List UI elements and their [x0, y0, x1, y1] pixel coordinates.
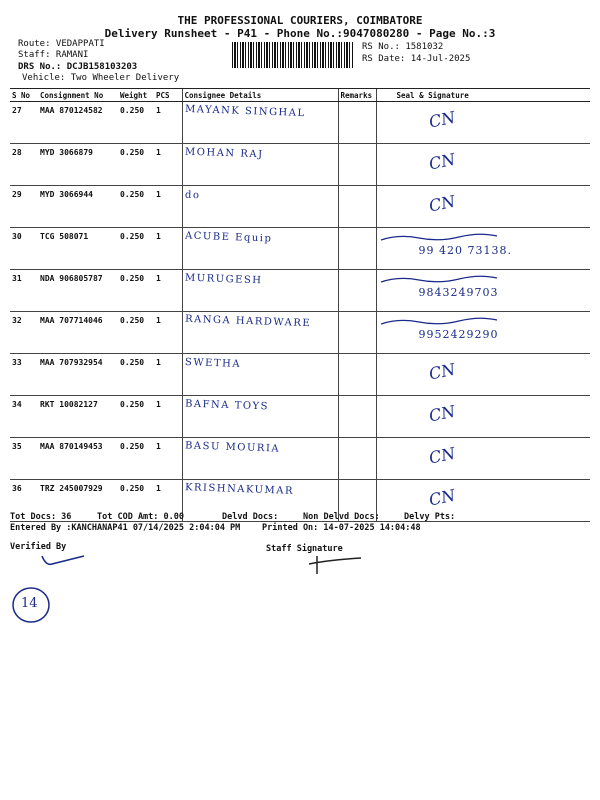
cell-sno: 32 [10, 312, 38, 354]
cell-sno: 29 [10, 186, 38, 228]
cell-consignee [182, 228, 338, 270]
col-consignee: Consignee Details [182, 89, 338, 102]
cell-consignee [182, 312, 338, 354]
staff-signature-label: Staff Signature [266, 544, 343, 554]
delivered-docs: Delvd Docs: [222, 512, 279, 522]
table-row [10, 144, 590, 186]
col-weight: Weight [118, 89, 154, 102]
receiver-signature [379, 232, 589, 244]
cn-mark: CN [426, 443, 457, 468]
cell-consignment: RKT 10082127 [38, 396, 118, 438]
cell-seal-signature [376, 186, 590, 228]
verified-by: Verified By [10, 542, 67, 552]
col-consignment: Consignment No [38, 89, 118, 102]
cell-remarks [338, 102, 376, 144]
cell-seal-signature [376, 144, 590, 186]
cell-consignee [182, 438, 338, 480]
company-name: THE PROFESSIONAL COURIERS, COIMBATORE [177, 14, 423, 27]
cell-consignment: MYD 3066879 [38, 144, 118, 186]
total-cod: Tot COD Amt: 0.00 [97, 512, 184, 522]
cell-pcs: 1 [154, 354, 182, 396]
table-row [10, 270, 590, 312]
table-header-row [10, 89, 590, 102]
drs-number: DRS No.: DCJB158103203 [18, 62, 138, 72]
cell-pcs: 1 [154, 186, 182, 228]
total-docs: Tot Docs: 36 [10, 512, 72, 522]
cell-consignee [182, 102, 338, 144]
cn-mark: CN [426, 107, 457, 132]
cn-mark: CN [426, 485, 457, 510]
cell-seal-signature [376, 312, 590, 354]
cell-consignment: TRZ 245007929 [38, 480, 118, 522]
receiver-signature [379, 274, 589, 286]
cell-sno: 36 [10, 480, 38, 522]
consignee-handwriting: do [184, 189, 201, 202]
cell-remarks [338, 396, 376, 438]
table-row [10, 102, 590, 144]
cell-sno: 30 [10, 228, 38, 270]
cn-mark: CN [426, 359, 457, 384]
cell-weight: 0.250 [118, 228, 154, 270]
cell-consignee [182, 396, 338, 438]
cn-mark: CN [426, 401, 457, 426]
cell-seal-signature [376, 396, 590, 438]
cell-weight: 0.250 [118, 186, 154, 228]
table-row [10, 396, 590, 438]
cell-pcs: 1 [154, 312, 182, 354]
runsheet-table [10, 88, 590, 522]
consignee-handwriting: BASU MOURIA [184, 440, 280, 455]
receiver-phone: 9952429290 [418, 328, 499, 341]
rs-number: RS No.: 1581032 [362, 42, 444, 52]
cell-sno: 27 [10, 102, 38, 144]
table-row [10, 438, 590, 480]
cell-consignment: MAA 870124582 [38, 102, 118, 144]
cell-weight: 0.250 [118, 396, 154, 438]
cell-consignment: TCG 508071 [38, 228, 118, 270]
non-delivered-docs: Non Delvd Docs: [303, 512, 380, 522]
cell-weight: 0.250 [118, 144, 154, 186]
receiver-signature [379, 316, 589, 328]
cell-weight: 0.250 [118, 480, 154, 522]
cell-consignment: MAA 870149453 [38, 438, 118, 480]
consignee-handwriting: RANGA HARDWARE [184, 313, 311, 330]
cell-sno: 35 [10, 438, 38, 480]
cell-seal-signature [376, 438, 590, 480]
cell-weight: 0.250 [118, 312, 154, 354]
cell-pcs: 1 [154, 270, 182, 312]
receiver-phone: 9843249703 [418, 286, 499, 299]
cell-seal-signature [376, 354, 590, 396]
table-row [10, 228, 590, 270]
vehicle: Vehicle: Two Wheeler Delivery [22, 73, 180, 83]
cell-pcs: 1 [154, 396, 182, 438]
cell-consignment: MYD 3066944 [38, 186, 118, 228]
cell-pcs: 1 [154, 480, 182, 522]
cell-consignment: NDA 906805787 [38, 270, 118, 312]
verified-signature [38, 552, 88, 570]
col-seal: Seal & Signature [376, 89, 590, 102]
cell-pcs: 1 [154, 228, 182, 270]
cn-mark: CN [426, 149, 457, 174]
consignee-handwriting: ACUBE Equip [184, 230, 273, 245]
consignee-handwriting: MAYANK SINGHAL [184, 103, 306, 120]
cell-consignment: MAA 707932954 [38, 354, 118, 396]
route: Route: VEDAPPATI [18, 39, 105, 49]
delivery-points: Delvy Pts: [404, 512, 456, 522]
staff: Staff: RAMANI [18, 50, 89, 60]
consignee-handwriting: MOHAN RAJ [184, 146, 264, 161]
circled-note-text: 14 [21, 596, 38, 611]
entered-by: Entered By :KANCHANAP41 07/14/2025 2:04:04 PM [10, 523, 241, 533]
cell-sno: 34 [10, 396, 38, 438]
cell-weight: 0.250 [118, 102, 154, 144]
barcode [232, 42, 354, 68]
cell-sno: 33 [10, 354, 38, 396]
cell-consignment: MAA 707714046 [38, 312, 118, 354]
consignee-handwriting: SWETHA [184, 357, 241, 370]
cell-remarks [338, 228, 376, 270]
cell-remarks [338, 270, 376, 312]
table-row [10, 354, 590, 396]
cell-remarks [338, 438, 376, 480]
consignee-handwriting: BAFNA TOYS [184, 398, 269, 413]
cell-seal-signature [376, 228, 590, 270]
printed-on: Printed On: 14-07-2025 14:04:48 [262, 523, 421, 533]
cell-pcs: 1 [154, 438, 182, 480]
table-row [10, 312, 590, 354]
staff-signature [305, 554, 365, 576]
cell-remarks [338, 186, 376, 228]
cell-weight: 0.250 [118, 270, 154, 312]
cell-remarks [338, 144, 376, 186]
col-remarks: Remarks [338, 89, 376, 102]
cell-remarks [338, 312, 376, 354]
cell-pcs: 1 [154, 102, 182, 144]
cell-consignee [182, 144, 338, 186]
cell-seal-signature [376, 102, 590, 144]
cell-remarks [338, 354, 376, 396]
cell-pcs: 1 [154, 144, 182, 186]
cell-sno: 28 [10, 144, 38, 186]
cell-consignee [182, 186, 338, 228]
table-row [10, 186, 590, 228]
cell-weight: 0.250 [118, 354, 154, 396]
runsheet-title: Delivery Runsheet - P41 - Phone No.:9047080280 - Page No.:3 [104, 27, 496, 40]
col-sno: S No [10, 89, 38, 102]
cell-sno: 31 [10, 270, 38, 312]
cn-mark: CN [426, 191, 457, 216]
cell-consignee [182, 354, 338, 396]
consignee-handwriting: MURUGESH [184, 272, 263, 287]
cell-weight: 0.250 [118, 438, 154, 480]
receiver-phone: 99 420 73138. [418, 244, 512, 257]
cell-seal-signature [376, 270, 590, 312]
col-pcs: PCS [154, 89, 182, 102]
rs-date: RS Date: 14-Jul-2025 [362, 54, 471, 64]
consignee-handwriting: KRISHNAKUMAR [184, 482, 294, 497]
cell-consignee [182, 270, 338, 312]
